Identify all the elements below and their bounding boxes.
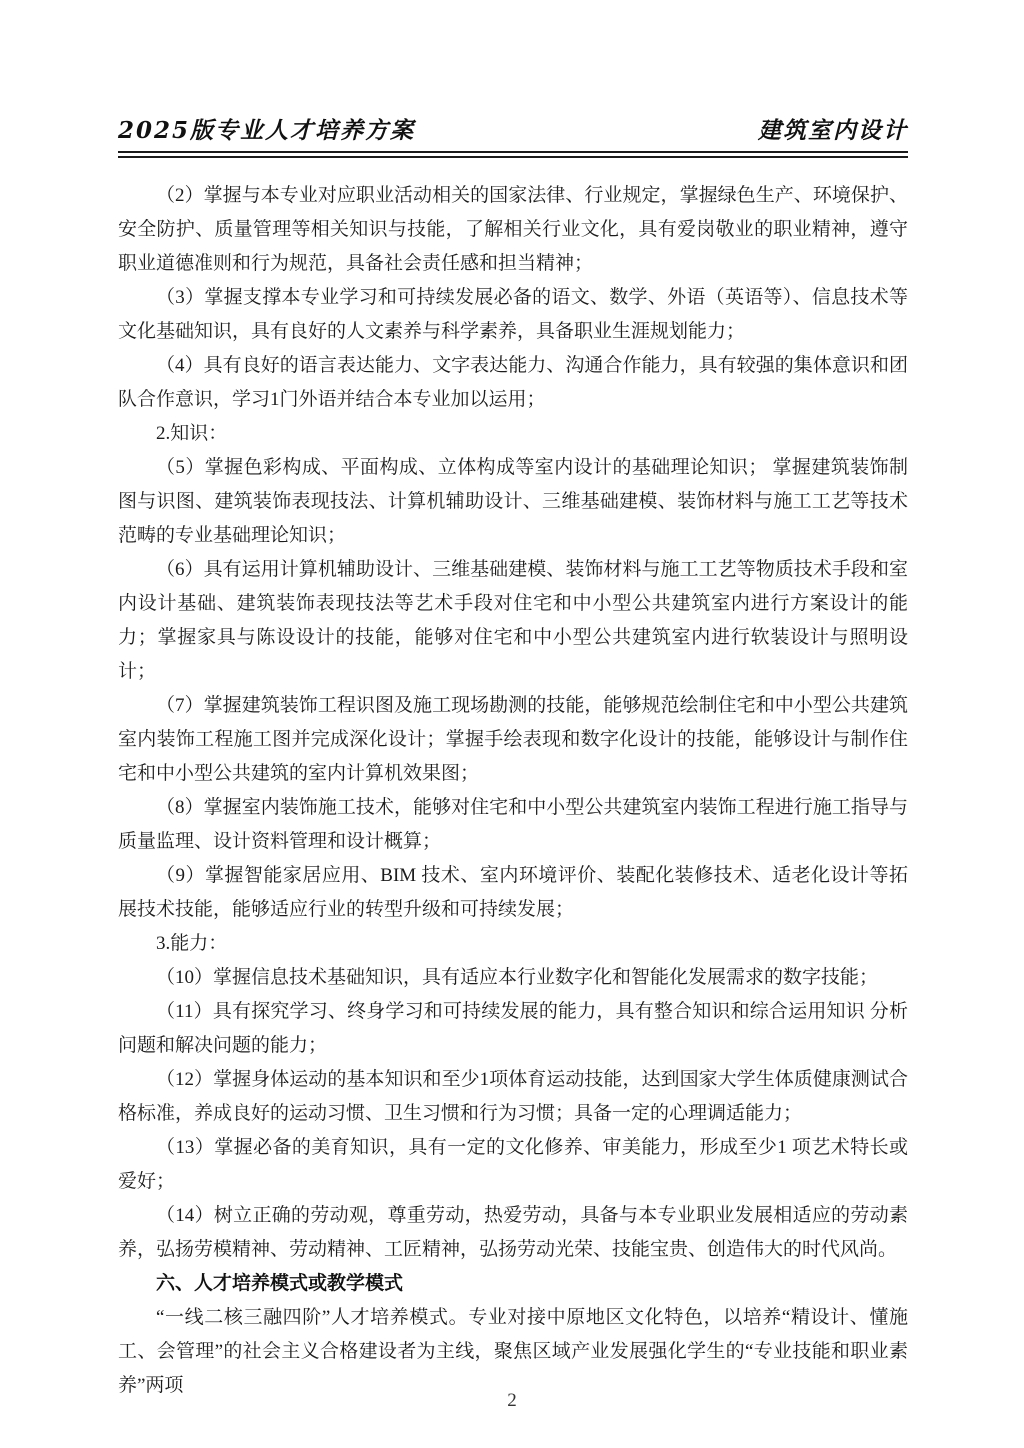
page-number: 2 — [507, 1390, 517, 1411]
header-right-title: 建筑室内设计 — [758, 117, 908, 144]
paragraph-item-5: （5）掌握色彩构成、平面构成、立体构成等室内设计的基础理论知识； 掌握建筑装饰制图与识图、建筑装饰表现技法、计算机辅助设计、三维基础建模、装饰材料与施工工艺等技术范畴的专业基础理论知识； — [118, 457, 908, 546]
paragraph-item-2: （2）掌握与本专业对应职业活动相关的国家法律、行业规定，掌握绿色生产、环境保护、安全防护、质量管理等相关知识与技能，了解相关行业文化，具有爱岗敬业的职业精神，遵守职业道德准则和行为规范，具备社会责任感和担当精神； — [118, 185, 908, 274]
subsection-knowledge: 2.知识： — [156, 423, 228, 444]
header-left-title: 2025版专业人才培养方案 — [118, 117, 416, 144]
page-footer — [0, 1390, 1024, 1412]
paragraph-item-12: （12）掌握身体运动的基本知识和至少1项体育运动技能，达到国家大学生体质健康测试合格标准，养成良好的运动习惯、卫生习惯和行为习惯；具备一定的心理调适能力； — [118, 1069, 908, 1124]
subsection-ability: 3.能力： — [156, 933, 228, 954]
paragraph-item-3: （3）掌握支撑本专业学习和可持续发展必备的语文、数学、外语（英语等）、信息技术等文化基础知识，具有良好的人文素养与科学素养，具备职业生涯规划能力； — [118, 287, 908, 342]
paragraph-item-7: （7）掌握建筑装饰工程识图及施工现场勘测的技能，能够规范绘制住宅和中小型公共建筑室内装饰工程施工图并完成深化设计；掌握手绘表现和数字化设计的技能，能够设计与制作住宅和中小型公共建筑的室内计算机效果图； — [118, 695, 908, 784]
paragraph-training-mode: “一线二核三融四阶”人才培养模式。专业对接中原地区文化特色，以培养“精设计、懂施工、会管理”的社会主义合格建设者为主线，聚焦区域产业发展强化学生的“专业技能和职业素养”两项 — [118, 1307, 908, 1396]
paragraph-item-8: （8）掌握室内装饰施工技术，能够对住宅和中小型公共建筑室内装饰工程进行施工指导与质量监理、设计资料管理和设计概算； — [118, 797, 908, 852]
paragraph-item-6: （6）具有运用计算机辅助设计、三维基础建模、装饰材料与施工工艺等物质技术手段和室内设计基础、建筑装饰表现技法等艺术手段对住宅和中小型公共建筑室内进行方案设计的能力；掌握家具与陈设设计的技能，能够对住宅和中小型公共建筑室内进行软装设计与照明设计； — [118, 559, 908, 682]
document-body — [118, 179, 908, 1403]
page-header — [118, 112, 908, 145]
header-double-rule — [118, 151, 908, 158]
paragraph-item-11: （11）具有探究学习、终身学习和可持续发展的能力，具有整合知识和综合运用知识 分析问题和解决问题的能力； — [118, 1001, 908, 1056]
paragraph-item-4: （4）具有良好的语言表达能力、文字表达能力、沟通合作能力，具有较强的集体意识和团队合作意识，学习1门外语并结合本专业加以运用； — [118, 355, 908, 410]
paragraph-item-10: （10）掌握信息技术基础知识，具有适应本行业数字化和智能化发展需求的数字技能； — [156, 967, 879, 988]
section-heading-six: 六、人才培养模式或教学模式 — [156, 1273, 404, 1294]
paragraph-item-9: （9）掌握智能家居应用、BIM 技术、室内环境评价、装配化装修技术、适老化设计等拓展技术技能，能够适应行业的转型升级和可持续发展； — [118, 865, 908, 920]
paragraph-item-13: （13）掌握必备的美育知识，具有一定的文化修养、审美能力，形成至少1 项艺术特长或爱好； — [118, 1137, 908, 1192]
paragraph-item-14: （14）树立正确的劳动观，尊重劳动，热爱劳动，具备与本专业职业发展相适应的劳动素养，弘扬劳模精神、劳动精神、工匠精神，弘扬劳动光荣、技能宝贵、创造伟大的时代风尚。 — [118, 1205, 908, 1260]
